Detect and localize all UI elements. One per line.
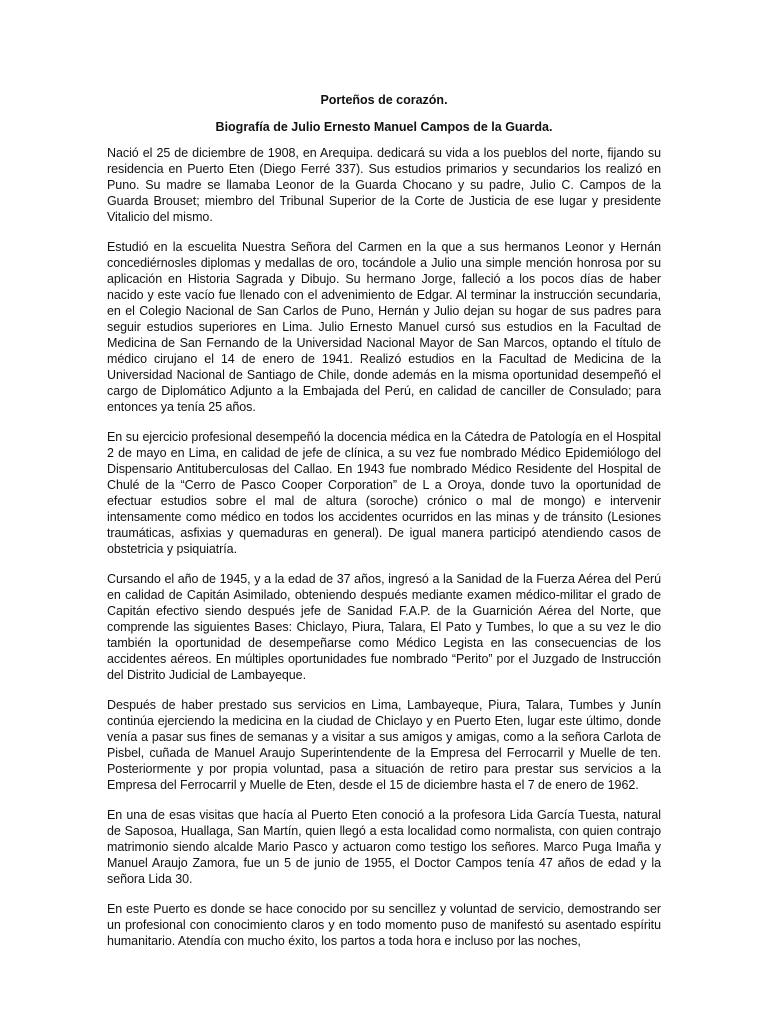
document-title: Porteños de corazón.: [320, 93, 448, 107]
paragraph-birth: Nació el 25 de diciembre de 1908, en Arequipa. dedicará su vida a los pueblos del norte, fijando su residencia en Puerto Eten (Diego Ferré 337). Sus estudios primarios y secundarios los realizó en Puno. Su madre se llamaba Leonor de la Guarda Chocano y su padre, Julio C. Campos de la Guarda Brouset; miembro del Tribunal Superior de la Corte de Justicia de ese lugar y presidente Vitalicio del mismo.: [107, 146, 661, 224]
paragraph-air-force: Cursando el año de 1945, y a la edad de 37 años, ingresó a la Sanidad de la Fuerza Aérea del Perú en calidad de Capitán Asimilado, obteniendo después mediante examen médico-militar el grado de Capitán efectivo siendo después jefe de Sanidad F.A.P. de la Guarnición Aérea del Norte, que comprende las siguientes Bases: Chiclayo, Piura, Talara, El Pato y Tumbes, lo que a su vez le dio también la oportunidad de desempeñarse como Médico Legista en las consecuencias de los accidentes aéreos. En múltiples oportunidades fue nombrado “Perito” por el Juzgado de Instrucción del Distrito Judicial de Lambayeque.: [107, 572, 661, 682]
document-page: [107, 92, 661, 963]
document-subtitle: Biografía de Julio Ernesto Manuel Campos de la Guarda.: [215, 120, 553, 134]
paragraph-marriage: En una de esas visitas que hacía al Puerto Eten conoció a la profesora Lida García Tuesta, natural de Saposoa, Huallaga, San Martín, quien llegó a esta localidad como normalista, con quien contrajo matrimonio siendo alcalde Mario Pasco y actuaron como testigo los señores. Marco Puga Imaña y Manuel Araujo Zamora, fue un 5 de junio de 1955, el Doctor Campos tenía 47 años de edad y la señora Lida 30.: [107, 808, 661, 886]
paragraph-chiclayo-eten: Después de haber prestado sus servicios en Lima, Lambayeque, Piura, Talara, Tumbes y Junín continúa ejerciendo la medicina en la ciudad de Chiclayo y en Puerto Eten, lugar este último, donde venía a pasar sus fines de semanas y a visitar a sus amigos y amigas, como a la señora Carlota de Pisbel, cuñada de Manuel Araujo Superintendente de la Empresa del Ferrocarril y Muelle de ten. Posteriormente y por propia voluntad, pasa a situación de retiro para prestar sus servicios a la Empresa del Ferrocarril y Muelle de Eten, desde el 15 de diciembre hasta el 7 de enero de 1962.: [107, 698, 661, 792]
paragraph-professional-practice: En su ejercicio profesional desempeñó la docencia médica en la Cátedra de Patología en el Hospital 2 de mayo en Lima, en calidad de jefe de clínica, a su vez fue nombrado Médico Epidemiólogo del Dispensario Antituberculosas del Callao. En 1943 fue nombrado Médico Residente del Hospital de Chulé de la “Cerro de Pasco Cooper Corporation” de L a Oroya, donde tuvo la oportunidad de efectuar estudios sobre el mal de altura (soroche) crónico o mal de mongo) e intervenir intensamente como médico en todos los accidentes ocurridos en las minas y de tránsito (Lesiones traumáticas, asfixias y quemaduras en general). De igual manera participó atendiendo casos de obstetricia y psiquiatría.: [107, 430, 661, 556]
paragraph-education: Estudió en la escuelita Nuestra Señora del Carmen en la que a sus hermanos Leonor y Hernán concediérnosles diplomas y medallas de oro, tocándole a Julio una simple mención honrosa por su aplicación en Historia Sagrada y Dibujo. Su hermano Jorge, falleció a los pocos días de haber nacido y este vacío fue llenado con el advenimiento de Edgar. Al terminar la instrucción secundaria, en el Colegio Nacional de San Carlos de Puno, Hernán y Julio dejan su hogar de sus padres para seguir estudios superiores en Lima. Julio Ernesto Manuel cursó sus estudios en la Facultad de Medicina de San Fernando de la Universidad Nacional Mayor de San Marcos, optando el título de médico cirujano el 14 de enero de 1941. Realizó estudios en la Facultad de Medicina de la Universidad Nacional de Santiago de Chile, donde además en la misma oportunidad desempeñó el cargo de Diplomático Adjunto a la Embajada del Perú, en calidad de canciller de Consulado; para entonces ya tenía 25 años.: [107, 240, 661, 414]
paragraph-humanitarian: En este Puerto es donde se hace conocido por su sencillez y voluntad de servicio, demostrando ser un profesional con conocimiento claros y en todo momento puso de manifestó su asentado espíritu humanitario. Atendía con mucho éxito, los partos a toda hora e incluso por las noches,: [107, 902, 661, 948]
